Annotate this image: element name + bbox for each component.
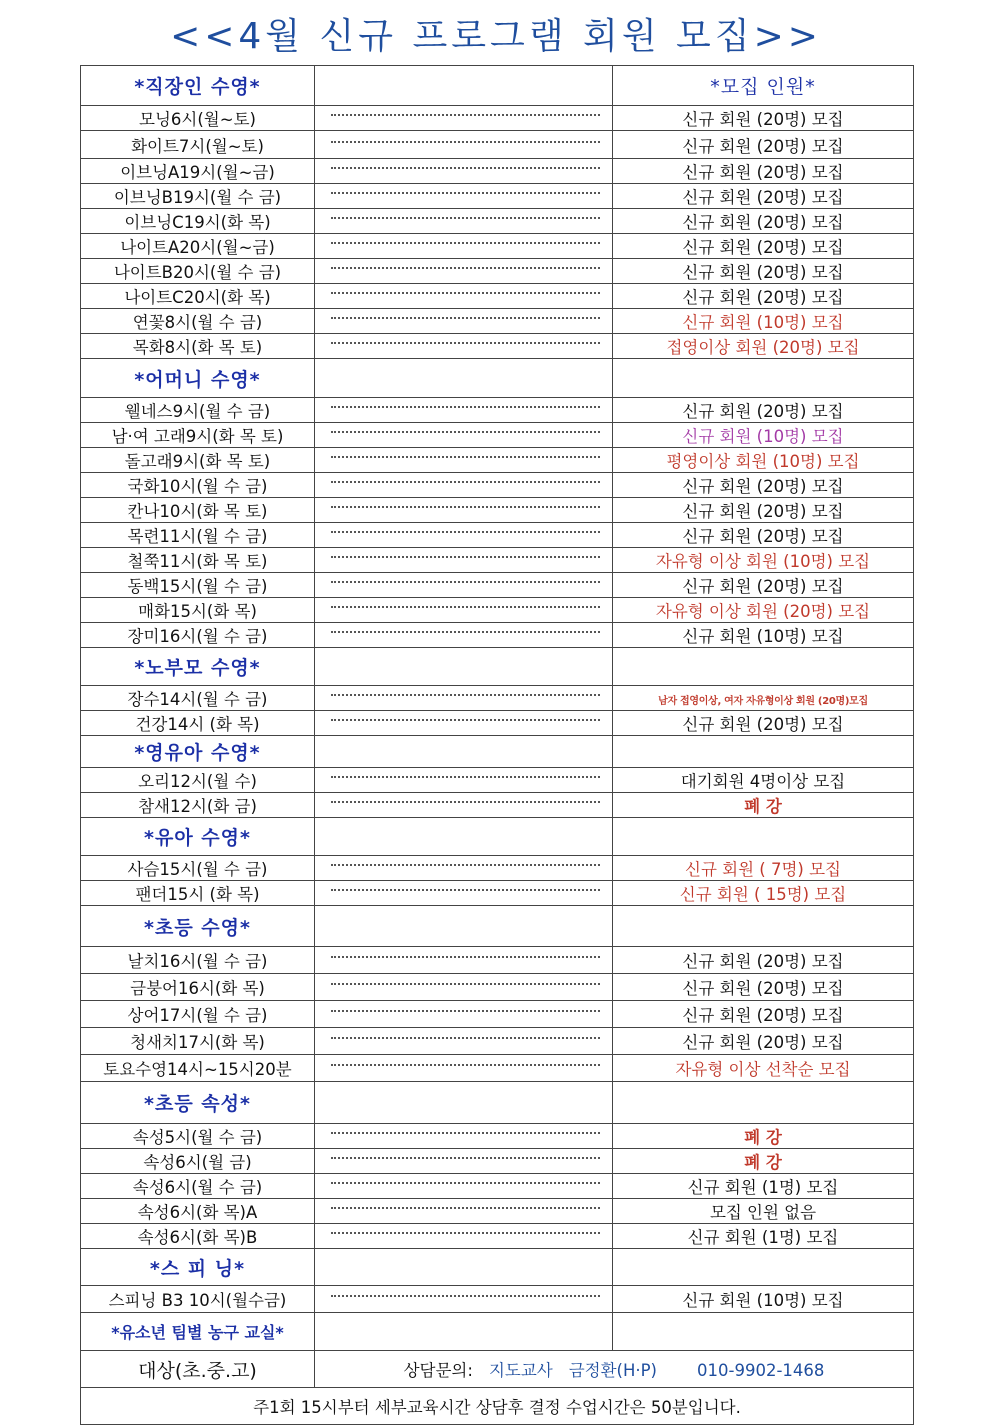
class-recruit: [613, 1199, 914, 1224]
class-recruit: [613, 1055, 914, 1082]
class-row: [81, 947, 914, 974]
leader-dots: [315, 259, 613, 284]
class-row: [81, 548, 914, 573]
section-title-text: *직장인 수영*: [134, 76, 261, 98]
leader-dots: [315, 598, 613, 623]
leader-dots: [315, 1224, 613, 1249]
leader-dots: [315, 686, 613, 711]
leader-dots: [315, 1028, 613, 1055]
class-time: 철쭉11시(화 목 토): [81, 548, 315, 573]
leader-dots: [315, 711, 613, 736]
dotted-leader: [331, 956, 600, 958]
section-title: [81, 818, 315, 856]
dotted-leader: [331, 141, 600, 143]
class-time: 이브닝C19시(화 목): [81, 209, 315, 234]
contact-name: 금정환(H·P): [568, 1361, 657, 1380]
class-time: 토요수영14시~15시20분: [81, 1055, 315, 1082]
dotted-leader: [331, 864, 600, 866]
class-time: 나이트A20시(월~금): [81, 234, 315, 259]
recruit-text: 신규 회원 ( 15명) 모집: [679, 885, 847, 904]
section-title-text: *어머니 수영*: [134, 368, 261, 391]
class-recruit: [613, 856, 914, 881]
section-spacer: [315, 906, 613, 947]
leader-dots: [315, 523, 613, 548]
class-time: 남·여 고래9시(화 목 토): [81, 423, 315, 448]
class-time: 국화10시(월 수 금): [81, 473, 315, 498]
class-row: [81, 573, 914, 598]
class-recruit: [613, 1149, 914, 1174]
recruit-text: 신규 회원 (20명) 모집: [682, 527, 844, 546]
class-recruit: [613, 473, 914, 498]
class-row: [81, 1174, 914, 1199]
dotted-leader: [331, 581, 600, 583]
leader-dots: [315, 548, 613, 573]
schedule-body: [81, 66, 914, 1425]
class-row: [81, 1001, 914, 1028]
class-row: [81, 1028, 914, 1055]
class-time: 스피닝 B3 10시(월수금): [81, 1286, 315, 1313]
recruit-text: 평영이상 회원 (10명) 모집: [666, 452, 860, 471]
class-time: 모닝6시(월~토): [81, 106, 315, 131]
class-recruit: [613, 523, 914, 548]
class-time: 연꽃8시(월 수 금): [81, 309, 315, 334]
dotted-leader: [331, 531, 600, 533]
dotted-leader: [331, 631, 600, 633]
recruit-text: 신규 회원 (10명) 모집: [682, 1291, 844, 1310]
section-title: [81, 736, 315, 768]
class-row: [81, 523, 914, 548]
class-time: 칸나10시(화 목 토): [81, 498, 315, 523]
class-recruit: [613, 234, 914, 259]
class-row: [81, 234, 914, 259]
leader-dots: [315, 284, 613, 309]
section-title-text: *영유아 수영*: [134, 742, 261, 764]
recruit-text: 신규 회원 (20명) 모집: [682, 263, 844, 282]
leader-dots: [315, 881, 613, 906]
dotted-leader: [331, 217, 600, 219]
class-recruit: [613, 1028, 914, 1055]
class-time: 장수14시(월 수 금): [81, 686, 315, 711]
class-recruit: [613, 598, 914, 623]
dotted-leader: [331, 1037, 600, 1039]
recruit-text: 폐 강: [744, 797, 782, 816]
dotted-leader: [331, 1207, 600, 1209]
contact-teacher: 지도교사: [488, 1361, 553, 1380]
recruit-text: 자유형 이상 선착순 모집: [675, 1060, 851, 1079]
recruit-text: 신규 회원 (20명) 모집: [682, 979, 844, 998]
dotted-leader: [331, 317, 600, 319]
class-time: 참새12시(화 금): [81, 793, 315, 818]
dotted-leader: [331, 342, 600, 344]
class-time: 목련11시(월 수 금): [81, 523, 315, 548]
class-row: [81, 1224, 914, 1249]
contact-phone: 010-9902-1468: [697, 1361, 825, 1380]
recruit-text: 신규 회원 (20명) 모집: [682, 1033, 844, 1052]
recruit-text: 신규 회원 (20명) 모집: [682, 477, 844, 496]
class-row: [81, 598, 914, 623]
class-row: [81, 881, 914, 906]
leader-dots: [315, 623, 613, 648]
class-time: 사슴15시(월 수 금): [81, 856, 315, 881]
class-time: 장미16시(월 수 금): [81, 623, 315, 648]
recruit-text: 신규 회원 (1명) 모집: [687, 1228, 839, 1247]
section-spacer: [613, 1249, 914, 1286]
dotted-leader: [331, 983, 600, 985]
section-spacer: [315, 648, 613, 686]
class-recruit: [613, 793, 914, 818]
class-row: [81, 334, 914, 359]
class-row: [81, 131, 914, 159]
class-recruit: [613, 284, 914, 309]
dotted-leader: [331, 1132, 600, 1134]
recruit-text: 신규 회원 (10명) 모집: [682, 627, 844, 646]
class-time: 속성6시(화 목)A: [81, 1199, 315, 1224]
leader-dots: [315, 448, 613, 473]
section-spacer: [613, 359, 914, 398]
contact-target: 대상(초.중.고): [81, 1351, 315, 1388]
class-row: [81, 398, 914, 423]
section-title: [81, 906, 315, 947]
class-recruit: [613, 398, 914, 423]
class-recruit: [613, 498, 914, 523]
class-row: [81, 423, 914, 448]
class-time: 날치16시(월 수 금): [81, 947, 315, 974]
class-row: [81, 1286, 914, 1313]
class-recruit: [613, 131, 914, 159]
contact-label: 상담문의:: [403, 1361, 473, 1380]
section-title-text: *초등 수영*: [144, 916, 251, 939]
class-recruit: [613, 423, 914, 448]
dotted-leader: [331, 292, 600, 294]
section-title: [81, 1313, 315, 1351]
section-title-text: *유소년 팀별 농구 교실*: [111, 1323, 284, 1342]
class-time: 화이트7시(월~토): [81, 131, 315, 159]
class-recruit: [613, 711, 914, 736]
recruit-text: 폐 강: [744, 1153, 782, 1172]
dotted-leader: [331, 1232, 600, 1234]
class-recruit: [613, 548, 914, 573]
class-row: [81, 184, 914, 209]
recruit-text: 신규 회원 (20명) 모집: [682, 238, 844, 257]
class-recruit: [613, 1224, 914, 1249]
class-time: 청새치17시(화 목): [81, 1028, 315, 1055]
recruit-text: 신규 회원 (10명) 모집: [682, 427, 844, 446]
class-row: [81, 623, 914, 648]
leader-dots: [315, 423, 613, 448]
dotted-leader: [331, 167, 600, 169]
section-spacer: [613, 736, 914, 768]
class-row: [81, 1055, 914, 1082]
section-header-row: [81, 906, 914, 947]
class-row: [81, 974, 914, 1001]
recruit-text: 폐 강: [744, 1128, 782, 1147]
class-time: 이브닝B19시(월 수 금): [81, 184, 315, 209]
contact-row: [81, 1351, 914, 1388]
section-title: [81, 648, 315, 686]
recruit-text: 신규 회원 (20명) 모집: [682, 288, 844, 307]
class-recruit: [613, 947, 914, 974]
class-recruit: [613, 159, 914, 184]
class-time: 매화15시(화 목): [81, 598, 315, 623]
section-spacer: [315, 818, 613, 856]
class-row: [81, 793, 914, 818]
leader-dots: [315, 1001, 613, 1028]
section-header-row: [81, 818, 914, 856]
leader-dots: [315, 1174, 613, 1199]
section-spacer: [315, 736, 613, 768]
dotted-leader: [331, 267, 600, 269]
section-spacer: [613, 906, 914, 947]
recruit-text: 신규 회원 ( 7명) 모집: [685, 860, 841, 879]
recruit-text: 신규 회원 (20명) 모집: [682, 213, 844, 232]
dotted-leader: [331, 1010, 600, 1012]
dotted-leader: [331, 1157, 600, 1159]
class-row: [81, 711, 914, 736]
leader-dots: [315, 473, 613, 498]
section-spacer: [613, 648, 914, 686]
leader-dots: [315, 334, 613, 359]
recruit-text: 신규 회원 (20명) 모집: [682, 110, 844, 129]
recruit-text: 남자 접영이상, 여자 자유형이상 회원 (20명)모집: [658, 695, 868, 707]
dotted-leader: [331, 776, 600, 778]
class-recruit: [613, 334, 914, 359]
section-title: [81, 1082, 315, 1124]
section-header-row: [81, 736, 914, 768]
class-recruit: [613, 623, 914, 648]
class-recruit: [613, 448, 914, 473]
class-time: 동백15시(월 수 금): [81, 573, 315, 598]
leader-dots: [315, 974, 613, 1001]
class-row: [81, 473, 914, 498]
section-spacer: [613, 818, 914, 856]
class-time: 금붕어16시(화 목): [81, 974, 315, 1001]
section-spacer: [315, 1249, 613, 1286]
recruit-text: 신규 회원 (20명) 모집: [682, 1006, 844, 1025]
contact-info: [315, 1351, 914, 1388]
dotted-leader: [331, 192, 600, 194]
leader-dots: [315, 159, 613, 184]
class-row: [81, 686, 914, 711]
section-spacer: [613, 1313, 914, 1351]
leader-dots: [315, 573, 613, 598]
leader-dots: [315, 1149, 613, 1174]
class-recruit: [613, 768, 914, 793]
section-header-row: [81, 648, 914, 686]
section-spacer: [613, 1082, 914, 1124]
class-time: 나이트B20시(월 수 금): [81, 259, 315, 284]
section-header-row: [81, 1313, 914, 1351]
section-title: [81, 1249, 315, 1286]
class-recruit: [613, 259, 914, 284]
section-title-text: *노부모 수영*: [134, 657, 261, 679]
recruit-header-text: *모집 인원*: [710, 76, 816, 98]
class-time: 목화8시(화 목 토): [81, 334, 315, 359]
section-header-row: [81, 359, 914, 398]
class-row: [81, 259, 914, 284]
recruit-text: 접영이상 회원 (20명) 모집: [666, 338, 860, 357]
dotted-leader: [331, 1064, 600, 1066]
section-title: [81, 359, 315, 398]
leader-dots: [315, 184, 613, 209]
recruit-text: 신규 회원 (20명) 모집: [682, 188, 844, 207]
leader-dots: [315, 398, 613, 423]
recruit-text: 신규 회원 (1명) 모집: [687, 1178, 839, 1197]
class-row: [81, 284, 914, 309]
class-row: [81, 448, 914, 473]
leader-dots: [315, 498, 613, 523]
section-spacer: [315, 359, 613, 398]
class-recruit: [613, 184, 914, 209]
dotted-leader: [331, 801, 600, 803]
class-row: [81, 106, 914, 131]
section-spacer: [315, 1313, 613, 1351]
class-recruit: [613, 573, 914, 598]
class-time: 속성6시(월 수 금): [81, 1174, 315, 1199]
leader-dots: [315, 309, 613, 334]
section-spacer: [315, 1082, 613, 1124]
footer-row: [81, 1388, 914, 1425]
leader-dots: [315, 1055, 613, 1082]
dotted-leader: [331, 431, 600, 433]
column-header-row: [81, 66, 914, 106]
class-row: [81, 856, 914, 881]
class-time: 상어17시(월 수 금): [81, 1001, 315, 1028]
dotted-leader: [331, 694, 600, 696]
dotted-leader: [331, 889, 600, 891]
class-recruit: [613, 1001, 914, 1028]
class-row: [81, 1149, 914, 1174]
leader-dots: [315, 1286, 613, 1313]
class-recruit: [613, 1174, 914, 1199]
recruit-text: 신규 회원 (10명) 모집: [682, 313, 844, 332]
dotted-leader: [331, 506, 600, 508]
dotted-leader: [331, 406, 600, 408]
leader-dots: [315, 106, 613, 131]
class-time: 나이트C20시(화 목): [81, 284, 315, 309]
dotted-leader: [331, 556, 600, 558]
class-time: 이브닝A19시(월~금): [81, 159, 315, 184]
dotted-leader: [331, 114, 600, 116]
recruit-text: 신규 회원 (20명) 모집: [682, 502, 844, 521]
class-row: [81, 209, 914, 234]
recruit-text: 신규 회원 (20명) 모집: [682, 163, 844, 182]
leader-dots: [315, 234, 613, 259]
dotted-leader: [331, 1182, 600, 1184]
class-time: 오리12시(월 수): [81, 768, 315, 793]
class-row: [81, 1199, 914, 1224]
class-time: 건강14시 (화 목): [81, 711, 315, 736]
recruit-text: 대기회원 4명이상 모집: [680, 772, 846, 791]
class-row: [81, 768, 914, 793]
recruit-text: 신규 회원 (20명) 모집: [682, 952, 844, 971]
class-time: 속성5시(월 수 금): [81, 1124, 315, 1149]
section-header-row: [81, 1082, 914, 1124]
dotted-leader: [331, 481, 600, 483]
class-recruit: [613, 309, 914, 334]
dotted-leader: [331, 606, 600, 608]
leader-dots: [315, 1124, 613, 1149]
class-row: [81, 1124, 914, 1149]
dotted-leader: [331, 456, 600, 458]
class-row: [81, 498, 914, 523]
leader-dots: [315, 209, 613, 234]
class-recruit: [613, 686, 914, 711]
leader-dots: [315, 131, 613, 159]
recruit-text: 신규 회원 (20명) 모집: [682, 715, 844, 734]
class-recruit: [613, 974, 914, 1001]
section-header-row: [81, 1249, 914, 1286]
class-time: 속성6시(화 목)B: [81, 1224, 315, 1249]
dotted-leader: [331, 1295, 600, 1297]
dotted-leader: [331, 719, 600, 721]
recruit-text: 신규 회원 (20명) 모집: [682, 402, 844, 421]
section-title-text: *유아 수영*: [144, 827, 251, 849]
leader-dots: [315, 947, 613, 974]
class-recruit: [613, 1286, 914, 1313]
leader-dots: [315, 793, 613, 818]
leader-dots: [315, 1199, 613, 1224]
section-title-text: *스 피 닝*: [149, 1257, 246, 1280]
class-time: 속성6시(월 금): [81, 1149, 315, 1174]
leader-dots: [315, 768, 613, 793]
section-spacer: [315, 66, 613, 106]
class-recruit: [613, 106, 914, 131]
recruit-text: 신규 회원 (20명) 모집: [682, 136, 844, 156]
schedule-table: [80, 65, 914, 1425]
class-recruit: [613, 881, 914, 906]
class-recruit: [613, 1124, 914, 1149]
class-time: 돌고래9시(화 목 토): [81, 448, 315, 473]
class-row: [81, 159, 914, 184]
class-time: 팬더15시 (화 목): [81, 881, 315, 906]
class-recruit: [613, 209, 914, 234]
section-title-text: *초등 속성*: [144, 1093, 251, 1115]
class-time: 웰네스9시(월 수 금): [81, 398, 315, 423]
recruit-text: 신규 회원 (20명) 모집: [682, 577, 844, 596]
recruit-text: 모집 인원 없음: [709, 1203, 817, 1222]
page-title: <<4월 신규 프로그램 회원 모집>>: [170, 16, 822, 57]
section-title: [81, 66, 315, 106]
leader-dots: [315, 856, 613, 881]
class-row: [81, 309, 914, 334]
recruit-header: [613, 66, 914, 106]
recruit-text: 자유형 이상 회원 (10명) 모집: [655, 552, 871, 571]
recruit-text: 자유형 이상 회원 (20명) 모집: [655, 602, 871, 621]
footer-note: 주1회 15시부터 세부교육시간 상담후 결정 수업시간은 50분입니다.: [81, 1388, 914, 1425]
dotted-leader: [331, 242, 600, 244]
